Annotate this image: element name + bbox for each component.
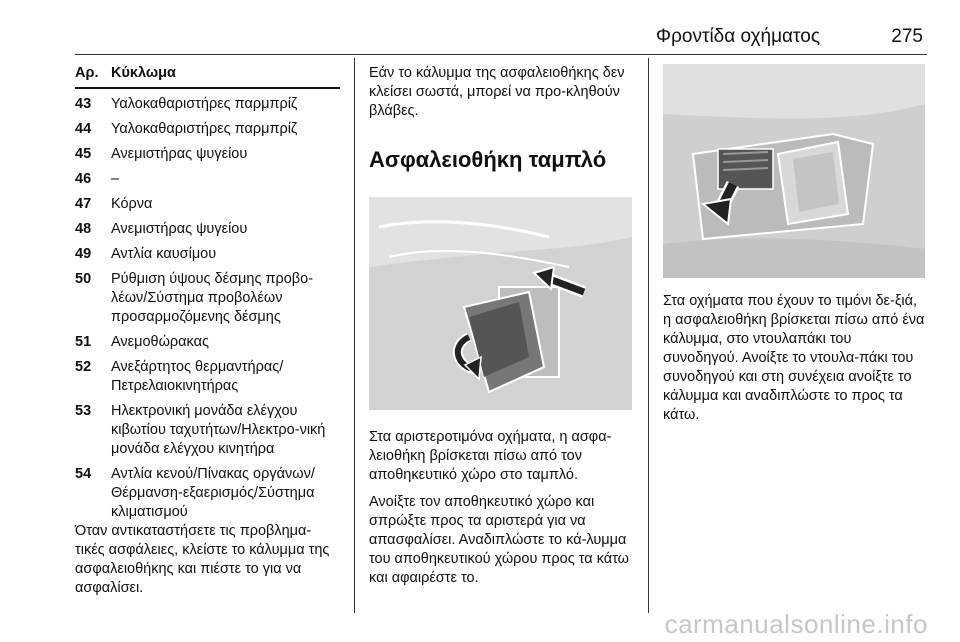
page-number: 275	[891, 26, 923, 47]
fuse-table-body	[75, 95, 340, 522]
fuse-table-row	[75, 145, 340, 164]
fuse-number: 45	[75, 146, 92, 162]
fuse-number: 51	[75, 334, 92, 350]
fuse-box-rhd-illustration	[663, 64, 925, 278]
lhd-open-paragraph: Ανοίξτε τον αποθηκευτικό χώρο και σπρώξτε προς τα αριστερά για να απασφαλίσει. Αναδιπλώστε το κά-λυμμα του αποθηκευτικού χώρου προς τα κάτω και αφαιρέστε το.	[369, 494, 629, 586]
fuse-table-row	[75, 220, 340, 239]
fuse-table-row	[75, 465, 340, 522]
instrument-panel-column	[369, 64, 634, 588]
fuse-number: 50	[75, 271, 92, 287]
lhd-location-paragraph: Στα αριστεροτιμόνα οχήματα, η ασφα-λειοθήκη βρίσκεται πίσω από τον αποθηκευτικό χώρο στο ταμπλό.	[369, 429, 612, 483]
fuse-number: 44	[75, 121, 92, 137]
fuse-circuit: Ανεμιστήρας ψυγείου	[111, 146, 248, 162]
fuse-table-row	[75, 402, 340, 459]
column-divider	[648, 58, 649, 613]
fuse-box-lhd-illustration	[369, 197, 632, 410]
rhd-column	[663, 64, 925, 425]
fuse-table-row	[75, 333, 340, 352]
fuse-number: 52	[75, 359, 92, 375]
fuse-circuit: Αντλία κενού/Πίνακας οργάνων/Θέρμανση-εξαερισμός/Σύστημα κλιματισμού	[111, 466, 315, 520]
fuse-circuit: Ανεμιστήρας ψυγείου	[111, 221, 248, 237]
fuse-circuit: Κόρνα	[111, 196, 153, 212]
fuse-number: 47	[75, 196, 92, 212]
section-title: Ασφαλειοθήκη ταμπλό	[369, 147, 607, 172]
fuse-circuit: Αντλία καυσίμου	[111, 246, 217, 262]
close-cover-paragraph: Όταν αντικαταστήσετε τις προβλημα-τικές ασφάλειες, κλείστε το κάλυμμα της ασφαλειοθήκης και πιέστε το για να ασφαλίσει.	[75, 523, 330, 596]
page-header-title: Φροντίδα οχήματος	[655, 26, 820, 47]
column-header-circuit: Κύκλωμα	[111, 65, 176, 81]
fuse-circuit: Ανεμοθώρακας	[111, 334, 210, 350]
fuse-table-row	[75, 95, 340, 114]
fuse-circuit: Ρύθμιση ύψους δέσμης προβο-λέων/Σύστημα προβολέων προσαρμοζόμενης δέσμης	[111, 271, 314, 325]
column-header-no: Αρ.	[75, 65, 99, 81]
glovebox-lhd-drawing	[369, 197, 632, 410]
fuse-number: 48	[75, 221, 92, 237]
fuse-number: 43	[75, 96, 92, 112]
fuse-number: 53	[75, 403, 92, 419]
fuse-number: 54	[75, 466, 92, 482]
fuse-table-row	[75, 358, 340, 396]
fuse-table-header	[75, 64, 340, 89]
fuse-table-row	[75, 245, 340, 264]
watermark: carmanualsonline.info	[664, 609, 928, 639]
fuse-circuit: Ηλεκτρονική μονάδα ελέγχου κιβωτίου ταχυτήτων/Ηλεκτρο-νική μονάδα ελέγχου κινητήρα	[111, 403, 326, 457]
fuse-circuit: Ανεξάρτητος θερμαντήρας/Πετρελαιοκινητήρας	[111, 359, 284, 394]
glovebox-rhd-drawing	[663, 64, 925, 278]
fuse-table-row	[75, 195, 340, 214]
fuse-circuit: Υαλοκαθαριστήρες παρμπρίζ	[111, 96, 298, 112]
fuse-number: 49	[75, 246, 92, 262]
fuse-table-row	[75, 120, 340, 139]
fuse-table-column	[75, 64, 340, 598]
fuse-table-row	[75, 270, 340, 327]
cover-warning-paragraph: Εάν το κάλυμμα της ασφαλειοθήκης δεν κλείσει σωστά, μπορεί να προ-κληθούν βλάβες.	[369, 65, 625, 119]
rhd-location-paragraph: Στα οχήματα που έχουν το τιμόνι δε-ξιά, η ασφαλειοθήκη βρίσκεται πίσω από ένα κάλυμμα, στο ντουλαπάκι του συνοδηγού. Ανοίξτε το ντουλα-πάκι του συνοδηγού και στη συνέχεια ανοίξτε το κάλυμμα και αναδιπλώστε το προς τα κάτω.	[663, 293, 925, 423]
fuse-number: 46	[75, 171, 92, 187]
header-rule	[75, 54, 927, 55]
fuse-circuit: –	[111, 171, 120, 187]
column-divider	[354, 58, 355, 613]
fuse-table-row	[75, 170, 340, 189]
fuse-circuit: Υαλοκαθαριστήρες παρμπρίζ	[111, 121, 298, 137]
